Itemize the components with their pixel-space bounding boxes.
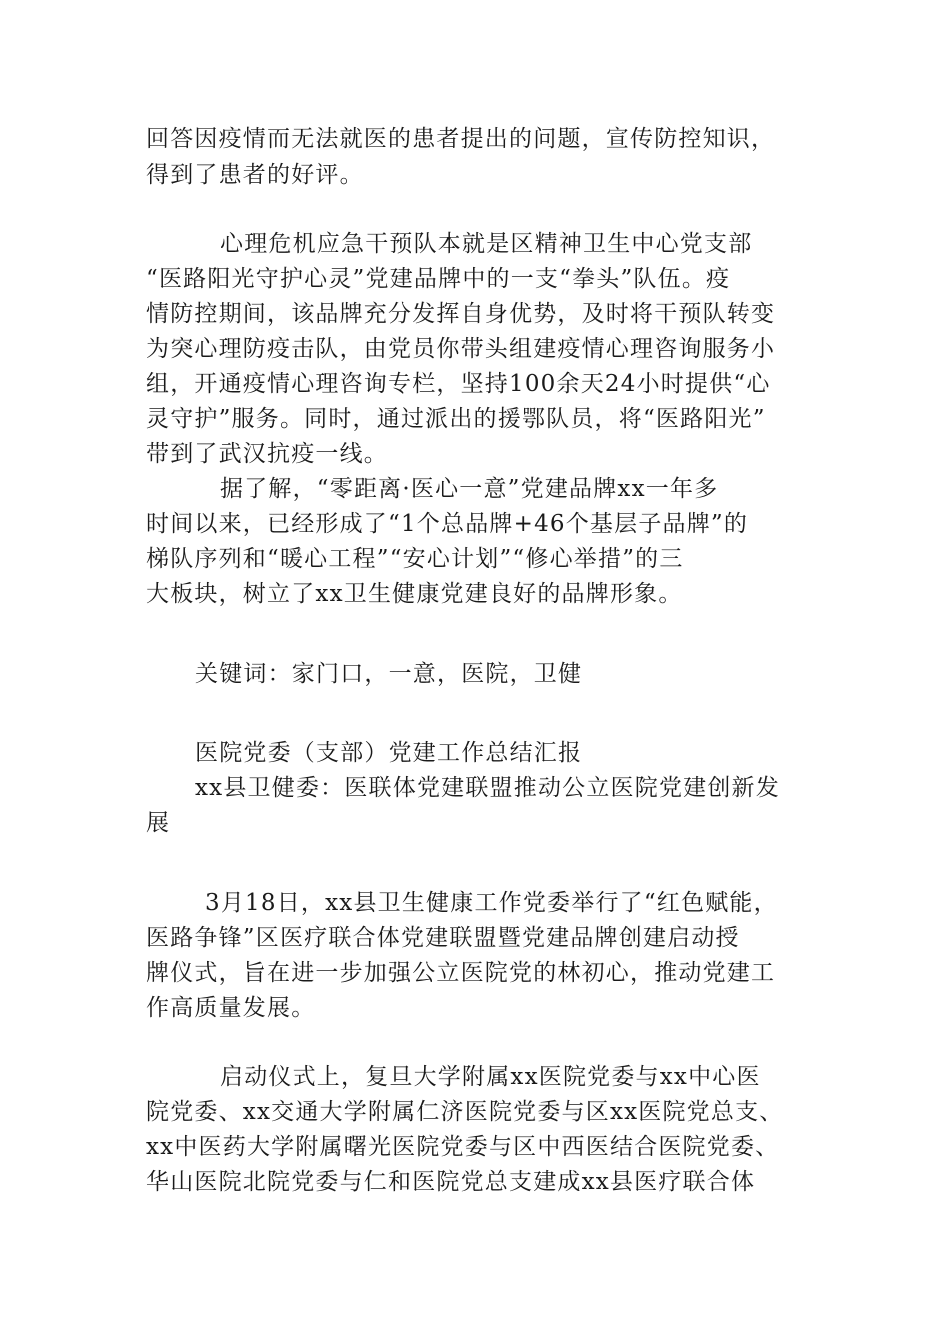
paragraph-line: xx中医药大学附属曙光医院党委与区中西医结合医院党委、 [146,1134,780,1160]
article-title: xx县卫健委：医联体党建联盟推动公立医院党建创新发 [195,775,780,801]
paragraph-line: 牌仪式，旨在进一步加强公立医院党的林初心，推动党建工 [146,960,776,986]
keywords-line: 关键词：家门口，一意，医院，卫健 [195,661,583,687]
paragraph-line: 得到了患者的好评。 [146,162,364,188]
paragraph-line: 情防控期间，该品牌充分发挥自身优势，及时将干预队转变 [146,301,776,327]
section-title: 医院党委（支部）党建工作总结汇报 [195,740,583,766]
paragraph-line: “医路阳光守护心灵”党建品牌中的一支“拳头”队伍。疫 [146,266,731,292]
paragraph-line: 据了解，“零距离·医心一意”党建品牌xx一年多 [220,476,719,502]
paragraph-line: 回答因疫情而无法就医的患者提出的问题，宣传防控知识， [146,126,776,152]
paragraph-line: 3月18日，xx县卫生健康工作党委举行了“红色赋能， [205,890,778,916]
paragraph-line: 为突心理防疫击队，由党员你带头组建疫情心理咨询服务小 [146,336,776,362]
paragraph-line: 心理危机应急干预队本就是区精神卫生中心党支部 [220,231,753,257]
paragraph-line: 组，开通疫情心理咨询专栏，坚持100余天24小时提供“心 [146,371,771,397]
paragraph-line: 作高质量发展。 [146,995,316,1021]
paragraph-line: 带到了武汉抗疫一线。 [146,441,388,467]
paragraph-line: 院党委、xx交通大学附属仁济医院党委与区xx医院党总支、 [146,1099,784,1125]
paragraph-line: 时间以来，已经形成了“1个总品牌+46个基层子品牌”的 [146,511,749,537]
paragraph-line: 医路争锋”区医疗联合体党建联盟暨党建品牌创建启动授 [146,925,740,951]
article-title-continued: 展 [146,810,171,836]
paragraph-line: 灵守护”服务。同时，通过派出的援鄂队员，将“医路阳光” [146,406,766,432]
paragraph-line: 启动仪式上，复旦大学附属xx医院党委与xx中心医 [220,1064,761,1090]
paragraph-line: 华山医院北院党委与仁和医院党总支建成xx县医疗联合体 [146,1169,756,1195]
paragraph-line: 梯队序列和“暖心工程”“安心计划”“修心举措”的三 [146,546,684,572]
paragraph-line: 大板块，树立了xx卫生健康党建良好的品牌形象。 [146,581,683,607]
